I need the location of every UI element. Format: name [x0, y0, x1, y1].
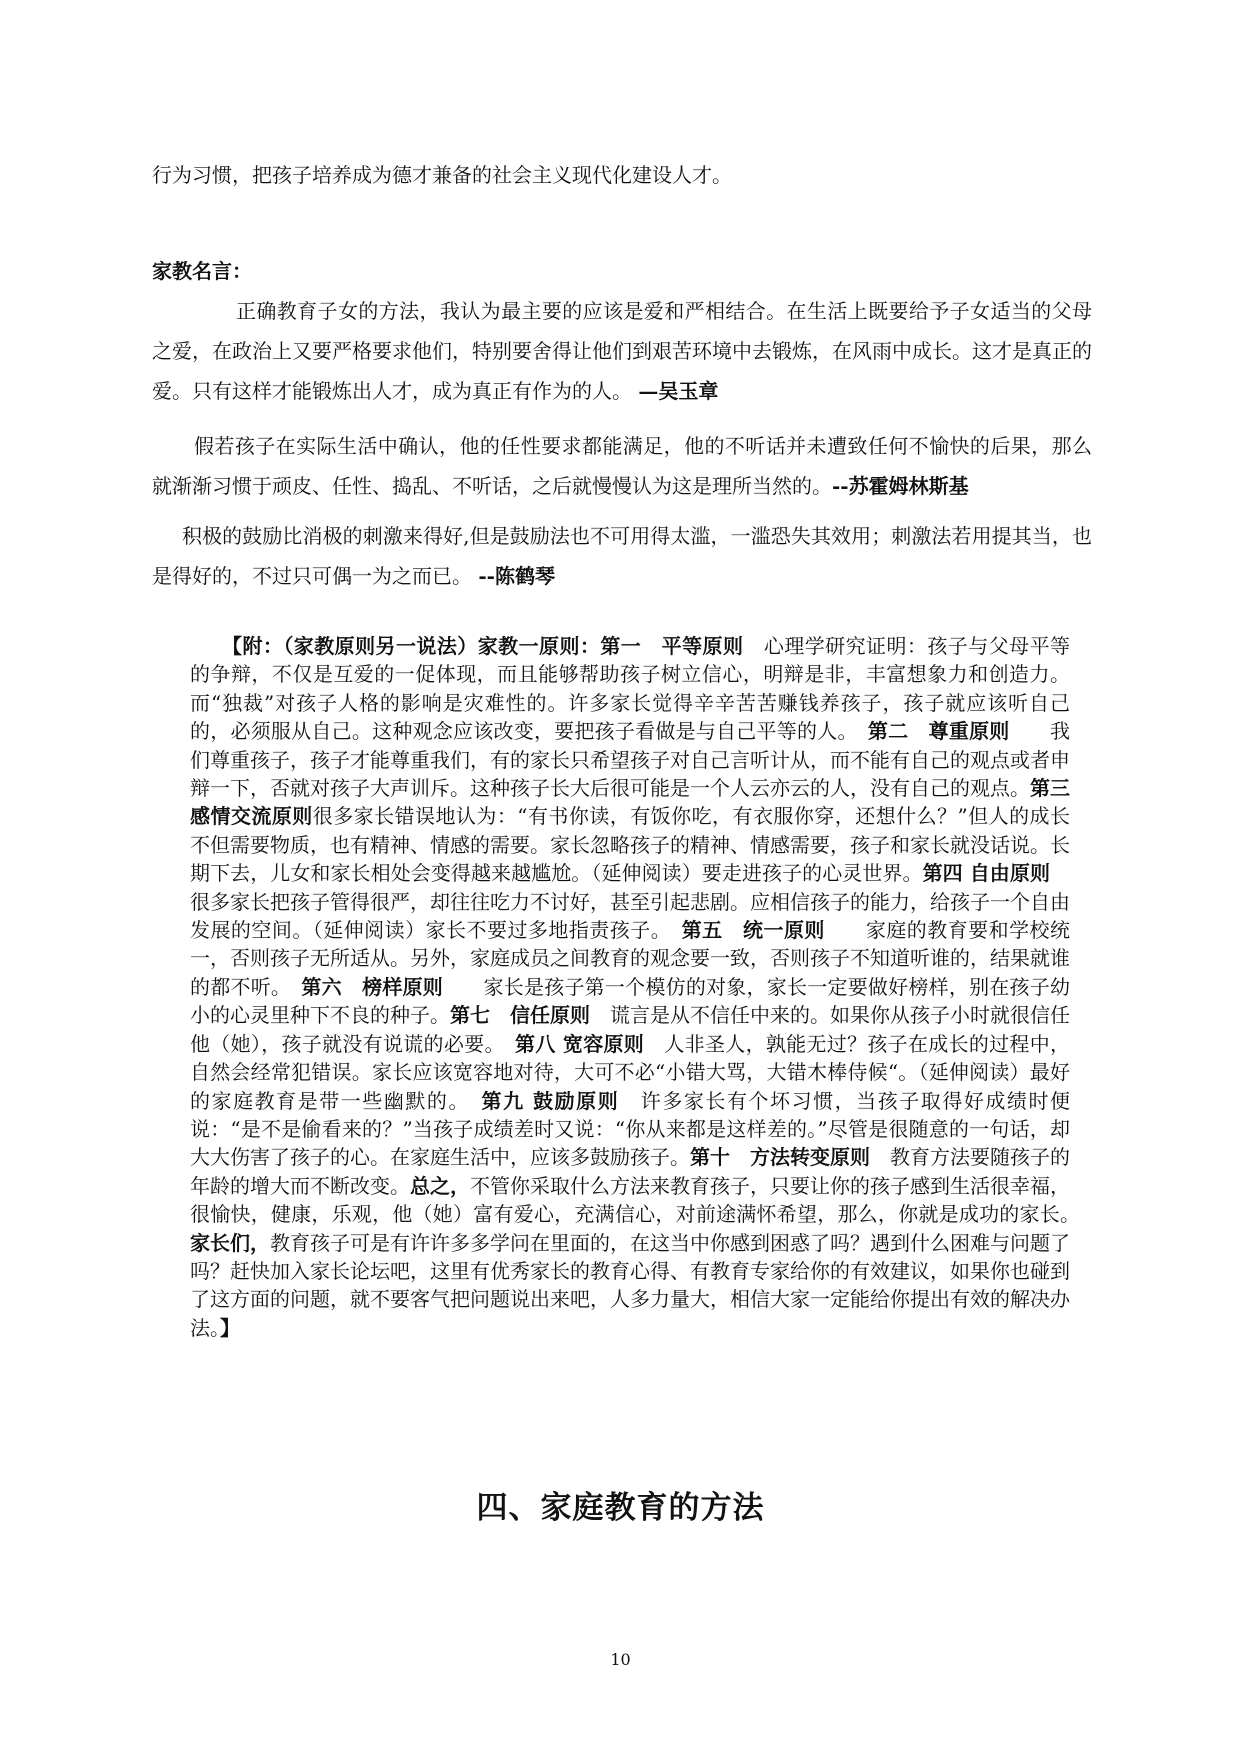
principle-heading: 第四 自由原则: [922, 861, 1051, 886]
appendix-principles: [190, 632, 1090, 1342]
quote-wu-yuzhang: [152, 291, 1092, 411]
principle-heading: 第五 统一原则: [681, 918, 825, 943]
intro-paragraph: 行为习惯，把孩子培养成为德才兼备的社会主义现代化建设人才。: [152, 163, 732, 187]
summary-text: 不管你采取什么方法来教育孩子，只要让你的孩子感到生活很幸福，很愉快，健康，乐观，他（她）富有爱心，充满信心，对前途满怀希望，那么，你就是成功的家长。: [190, 1173, 1090, 1227]
quotes-heading: 家教名言：: [152, 259, 252, 283]
principle-text: 很多家长把孩子管得很严，却往往吃力不讨好，甚至引起悲剧。应相信孩子的能力，给孩子一个自由发展的空间。（延伸阅读）家长不要过多地指责孩子。: [190, 861, 1071, 943]
quote-author: —吴玉章: [638, 379, 719, 403]
section-title: 四、家庭教育的方法: [476, 1490, 765, 1526]
principle-text: 教育方法要随孩子的年龄的增大而不断改变。: [190, 1145, 1070, 1198]
summary-heading: 总之，: [410, 1173, 470, 1198]
principle-text: 谎言是从不信任中来的。如果你从孩子小时就很信任他（她），孩子就没有说谎的必要。: [190, 1003, 1070, 1056]
principle-text: 许多家长有个坏习惯，当孩子取得好成绩时便说：“是不是偷看来的？”当孩子成绩差时又说：“你从来都是这样差的。”尽管是很随意的一句话，却大大伤害了孩子的心。在家庭生活中，应该多鼓励孩子。: [190, 1088, 1071, 1170]
principle-text: 很多家长错误地认为：“有书你读，有饭你吃，有衣服你穿，还想什么？”但人的成长不但需要物质，也有精神、情感的需要。家长忽略孩子的精神、情感需要，孩子和家长就没话说。长期下去，儿女和家长相处会变得越来越尴尬。（延伸阅读）要走进孩子的心灵世界。: [190, 804, 1071, 886]
quote-text: 积极的鼓励比消极的刺激来得好,但是鼓励法也不可用得太滥，一滥恐失其效用；刺激法若用提其当，也是得好的，不过只可偶一为之而已。: [152, 524, 1092, 588]
principle-text: 心理学研究证明：孩子与父母平等的争辩，不仅是互爱的一促体现，而且能够帮助孩子树立信心，明辩是非，丰富想象力和创造力。而“独裁”对孩子人格的影响是灾难性的。许多家长觉得辛辛苦苦赚钱养孩子，孩子就应该听自己的，必须服从自己。这种观念应该改变，要把孩子看做是与自己平等的人。: [190, 634, 1071, 744]
appendix-close-bracket: 】: [220, 1315, 240, 1340]
principle-heading: 第九 鼓励原则: [481, 1088, 620, 1113]
principle-heading: 第八 宽容原则: [515, 1031, 645, 1056]
quote-text: 正确教育子女的方法，我认为最主要的应该是爱和严相结合。在生活上既要给予子女适当的父母之爱，在政治上又要严格要求他们，特别要舍得让他们到艰苦环境中去锻炼，在风雨中成长。这才是真正的爱。只有这样才能锻炼出人才，成为真正有作为的人。: [152, 299, 1092, 403]
principle-text: 人非圣人，孰能无过？孩子在成长的过程中，自然会经常犯错误。家长应该宽容地对待，大可不必“小错大骂，大错木棒侍候“。（延伸阅读）最好的家庭教育是带一些幽默的。: [190, 1031, 1071, 1113]
principle-text: 我们尊重孩子，孩子才能尊重我们，有的家长只希望孩子对自己言听计从，而不能有自己的观点或者申辩一下，否就对孩子大声训斥。这种孩子长大后很可能是一个人云亦云的人，没有自己的观点。: [190, 719, 1071, 801]
principle-text: 家庭的教育要和学校统一，否则孩子无所适从。另外，家庭成员之间教育的观念要一致，否则孩子不知道听谁的，结果就谁的都不听。: [190, 918, 1071, 999]
principle-heading: 第三 感情交流原则: [190, 776, 1090, 829]
quote-chen-heqin: [152, 516, 1092, 596]
parents-heading: 家长们，: [190, 1230, 270, 1255]
principle-heading: 第十 方法转变原则: [690, 1145, 870, 1170]
page-number: 10: [610, 1650, 631, 1669]
principle-heading: 第二 尊重原则: [867, 719, 1010, 744]
quote-author: --苏霍姆林斯基: [832, 474, 969, 498]
principle-heading: 第七 信任原则: [450, 1003, 590, 1028]
quote-sukhomlinsky: [152, 426, 1092, 506]
quote-author: --陈鹤琴: [478, 564, 555, 588]
principle-text: 家长是孩子第一个模仿的对象，家长一定要做好榜样，别在孩子幼小的心灵里种下不良的种子。: [190, 974, 1071, 1028]
principle-heading: 第六 榜样原则: [301, 974, 444, 999]
appendix-head: 【附：（家教原则另一说法）家教一原则：第一 平等原则: [222, 634, 744, 658]
quote-text: 假若孩子在实际生活中确认，他的任性要求都能满足，他的不听话并未遭致任何不愉快的后果，那么就渐渐习惯于顽皮、任性、捣乱、不听话，之后就慢慢认为这是理所当然的。: [152, 434, 1092, 498]
parents-text: 教育孩子可是有许许多多学问在里面的，在这当中你感到困惑了吗？遇到什么困难与问题了吗？赶快加入家长论坛吧，这里有优秀家长的教育心得、有教育专家给你的有效建议，如果你也碰到了这方面的问题，就不要客气把问题说出来吧，人多力量大，相信大家一定能给你提出有效的解决办法。: [190, 1230, 1070, 1340]
